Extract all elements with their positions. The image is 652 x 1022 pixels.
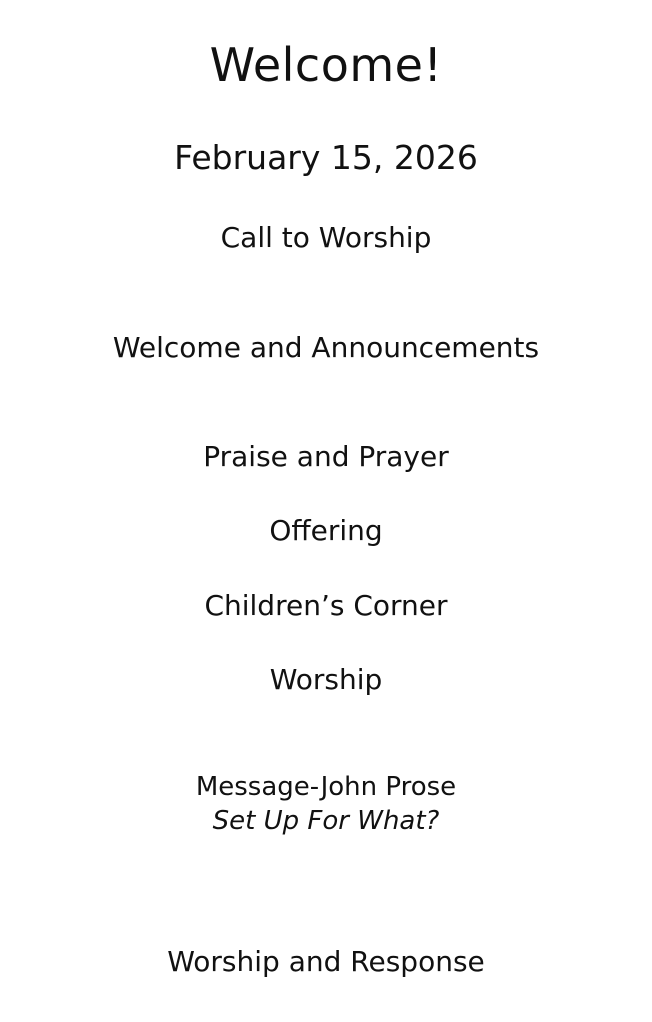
- sermon-title: Set Up For What?: [212, 806, 440, 836]
- order-item-welcome-announcements: Welcome and Announcements: [112, 331, 540, 364]
- order-item-call-to-worship: Call to Worship: [220, 221, 432, 254]
- service-date: February 15, 2026: [174, 138, 478, 177]
- order-item-offering: Offering: [269, 514, 383, 547]
- order-item-worship: Worship: [269, 663, 383, 696]
- order-item-worship-response: Worship and Response: [167, 945, 485, 978]
- message-speaker: Message-John Prose: [195, 772, 457, 802]
- order-item-childrens-corner: Children’s Corner: [204, 589, 448, 622]
- page-title: Welcome!: [209, 38, 443, 92]
- order-item-praise-prayer: Praise and Prayer: [203, 440, 449, 473]
